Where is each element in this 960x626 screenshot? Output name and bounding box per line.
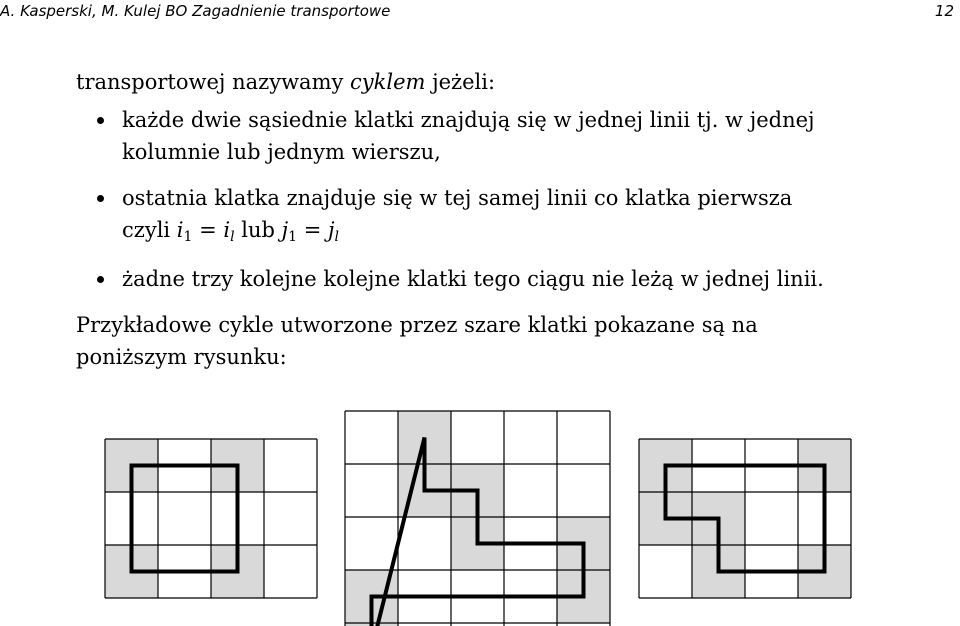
math-sub: l [230, 229, 235, 245]
page-number: 12 [934, 2, 954, 20]
math-sub: 1 [288, 229, 298, 245]
math-sub: l [334, 229, 340, 245]
figure-grid-2 [345, 411, 610, 626]
intro-text: transportowej nazywamy [76, 70, 351, 94]
term-cycle: cyklem [350, 70, 426, 94]
closing-text: Przykładowe cykle utworzone przez szare klatki pokazane są na [76, 313, 758, 337]
math-var: j [328, 218, 335, 242]
math-sub: 1 [183, 229, 193, 245]
math-eq: = [297, 218, 329, 242]
math-var: i [176, 218, 184, 242]
formula-or: lub [234, 218, 282, 242]
math-var: i [223, 218, 231, 242]
math-var: j [281, 218, 289, 242]
bullet-text: żadne trzy kolejne kolejne klatki tego ciągu nie leżą w jednej linii. [122, 267, 824, 291]
bullet-text: ostatnia klatka znajduje się w tej samej linii co klatka pierwsza [122, 186, 793, 210]
figure-grid-1 [105, 439, 317, 598]
closing-text-cont: poniższym rysunku: [76, 345, 287, 369]
math-eq: = [192, 218, 224, 242]
bullet-text: każde dwie sąsiednie klatki znajdują się w jednej linii tj. w jednej [122, 108, 815, 132]
bullet-text-cont: kolumnie lub jednym wierszu, [122, 140, 441, 164]
formula-prefix: czyli [122, 218, 177, 242]
figure-grid-3 [639, 439, 851, 598]
intro-text-end: jeżeli: [425, 70, 496, 94]
header-title: A. Kasperski, M. Kulej BO Zagadnienie transportowe [0, 2, 391, 20]
